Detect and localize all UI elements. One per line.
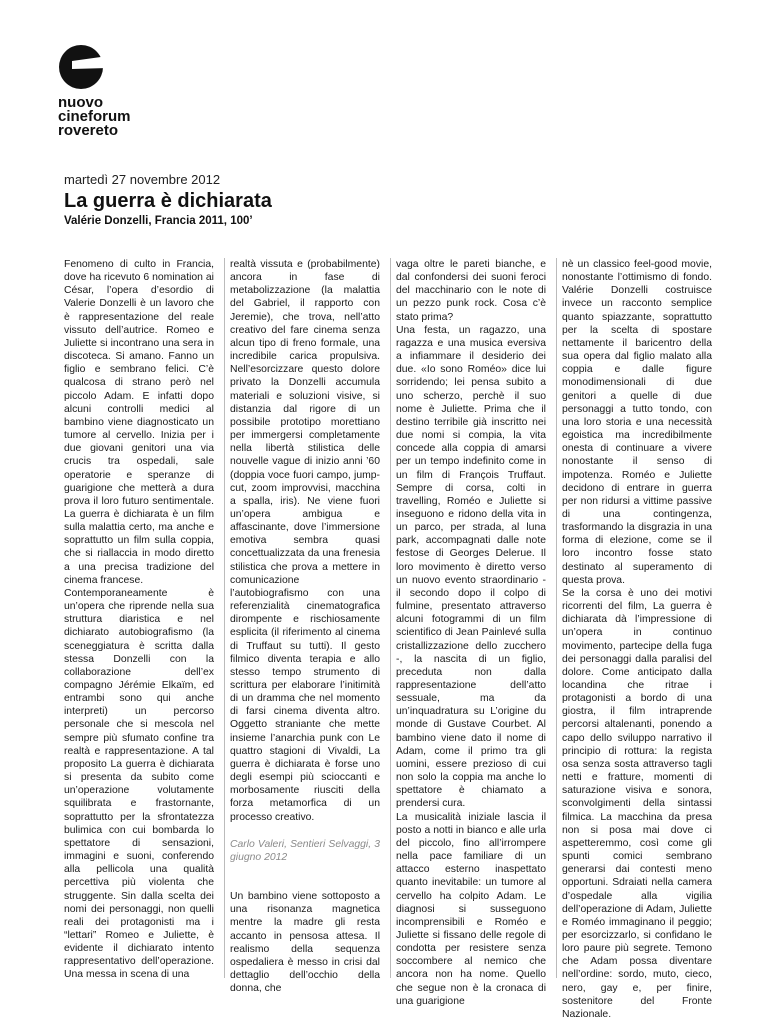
paragraph: Una festa, un ragazzo, una ragazza e una musica eversiva a infiammare il desiderio dei due. «Io sono Roméo» dice lui sorridendo; lei pensa subito a uno scherzo, perchè il suo nome è Juliette. Prima che il destino terribile già inscritto nei due nomi si compia, la vita concede alla coppia di amarsi per un tempo indefinito come in un film di François Truffaut. Sempre di corsa, colti in travelling, Roméo e Juliette si inseguono e ridono della vita in un parco, per strada, al luna park, accompagnati dalle note festose di Georges Delerue. Il loro movimento è diretto verso un nuovo evento straordinario - il secondo dopo il colpo di fulmine, presentato attraverso alcuni fotogrammi di un film scientifico di Jean Painlevé sulla cristallizzazione dello zucchero -, la nascita di un figlio, preceduta non dalla rappresentazione dell’atto sessuale, ma da un’inquadratura su L’origine du monde di Gustave Courbet. Al bambino viene dato il nome di Adam, come il primo tra gli uomini, essere prezioso di cui non solo la coppia ma anche lo spettatore è chiamato a prendersi cura. [396,324,546,810]
paragraph: Fenomeno di culto in Francia, dove ha ricevuto 6 nomination ai César, l’opera d’esordio di Valerie Donzelli è un lavoro che è rappresentazione del reale vissuto dell’autrice. Romeo e Juliette si incontrano una sera in discoteca. Si amano. Fanno un figlio e sembrano felici. C’è qualcosa di strano però nel piccolo Adam. E infatti dopo alcuni controlli medici al bambino viene diagnosticato un tumore al cervello. Inizia per i due giovani genitori una via crucis tra ospedali, sale operatorie e speranze di guarigione che metterà a dura prova il loro futuro sentimentale. La guerra è dichiarata è un film sulla malattia certo, ma anche e soprattutto un film sulla coppia, che si riallaccia in modo diretto a una precisa tradizione del cinema francese. [64,259,214,586]
column-1 [64,258,214,981]
brand-line-1: nuovo [58,94,103,111]
brand-line-3: rovereto [58,122,119,139]
review-signature: Carlo Valeri, Sentieri Selvaggi, 3 giugno 2012 [230,838,380,863]
article-columns [64,258,712,1020]
article-header [64,172,714,227]
brand-line-2: cineforum [58,108,131,125]
paragraph: La musicalità iniziale lascia il posto a notti in bianco e alle urla del piccolo, fino all’irrompere nella pace familiare di un attacco esterno inaspettato quanto inevitabile: un tumore al cervello ha colpito Adam. Le diagnosi si susseguono incomprensibili e Roméo e Juliette si fissano delle regole di condotta per resistere senza soccombere al nemico che ancora non ha nome. Quello che segue non è la cronaca di una guarigione [396,811,546,1007]
paragraph: nè un classico feel-good movie, nonostante l’ottimismo di fondo. Valérie Donzelli costruisce invece un racconto semplice quanto spiazzante, soprattutto per la scelta di spostare nettamente il baricentro della sua opera dal figlio malato alla coppia e dalle figure monodimensionali di due genitori a quelle di due personaggi a tutto tondo, con una loro storia e una necessità egoistica ma incredibilmente onesta di continuare a vivere nonostante il senso di impotenza. Roméo e Juliette decidono di entrare in guerra per non ridursi a vittime passive di una contingenza, trasformando la disgrazia in una forma di elezione, come se il loro incontro fosse stato destinato al superamento di questa prova. [562,259,712,586]
paragraph: Contemporaneamente è un’opera che riprende nella sua struttura diaristica e nel dichiarato autobiografismo (la sceneggiatura è scritta dalla stessa Donzelli con la collaborazione dell’ex compagno Jérémie Elkaïm, ed entrambi sono qui anche interpreti) un percorso personale che si mescola nel sempre più sfumato confine tra realtà e rappresentazione. A tal proposito La guerra è dichiarata si presenta da subito come un’operazione volutamente squilibrata e frastornante, soprattutto per la sfrontatezza bulimica con cui bombarda lo spettatore di sensazioni, immagini e suoni, conferendo alla pellicola una qualità percettiva più violenta che struggente. Sin dalla scelta dei nomi dei personaggi, non quelli reali dei protagonisti ma i “lettari” Romeo e Juliette, è evidente il dichiarato intento rappresentativo dell’operazione. Una messa in scena di una [64,587,214,981]
logo [58,44,168,138]
cineforum-logo-icon [58,44,108,90]
film-title: La guerra è dichiarata [64,190,272,212]
paragraph: Se la corsa è uno dei motivi ricorrenti del film, La guerra è dichiarata dà l’impressione di un’opera in continuo movimento, partecipe della fuga dei personaggi dalla paralisi del dolore. Come anticipato dalla locandina che ritrae i protagonisti a bordo di una giostra, il film intraprende percorsi altalenanti, ponendo a capo dello sviluppo narrativo il principio di rottura: la regista osa senza sosta attraverso tagli netti e fratture, momenti di saturazione visiva e sonora, sconvolgimenti della sintassi filmica. La macchina da presa non si posa mai dove ci aspetteremmo, così come gli spunti comici sembrano generarsi dai contesti meno opportuni. Sdraiati nella camera d’ospedale alla vigilia dell’operazione di Adam, Juliette e Roméo immaginano il peggio; per esorcizzarlo, si confidano le loro paure più segrete. Temono che Adam possa diventare nell’ordine: sordo, muto, cieco, nero, gay e, per finire, sostenitore del Fronte Nazionale. [562,587,712,1020]
film-credits: Valérie Donzelli, Francia 2011, 100’ [64,215,253,227]
spacer [230,864,380,890]
paragraph: Un bambino viene sottoposto a una risonanza magnetica mentre la madre gli resta accanto in pensosa attesa. Il realismo della sequenza ospedaliera è messo in crisi dal dettaglio dell’occhio della donna, che [230,891,380,995]
column-2 [230,258,380,995]
column-4 [562,258,712,1020]
paragraph: realtà vissuta e (probabilmente) ancora in fase di metabolizzazione (la malattia del Gabriel, il rapporto con Jeremie), che trova, nell’atto creativo del fare cinema senza alcun tipo di freno formale, una incredibile carica propulsiva. Nell’esorcizzare questo dolore privato la Donzelli accumula materiali e soluzioni visive, si distanzia dal rigore di un possibile prototipo morettiano per immergersi completamente nella libertà stilistica delle nouvelle vague di inizio anni ’60 (doppia voce fuori campo, jump-cut, zoom improvvisi, macchina a spalla, iris). Ne viene fuori un’opera ambigua e affascinante, dove l’immersione emotiva sembra quasi concettualizzata da una frenesia stilistica che prova a mettere in comunicazione l’autobiografismo con una referenzialità cinematografica dirompente e rischiosamente esplicita (il riferimento al cinema di Truffaut su tutti). Il gesto filmico diventa terapia e allo stesso tempo strumento di scrittura per elaborare l’initimità di un dramma che nel momento di farsi cinema diventa altro. Oggetto straniante che mette insieme l’anarchia punk con Le quattro stagioni di Vivaldi, La guerra è dichiarata è forse uno degli esempi più scioccanti e morbosamente riusciti della forza metamorfica di un processo creativo. [230,259,380,823]
brand-name [58,96,168,138]
column-3 [396,258,546,1007]
paragraph: vaga oltre le pareti bianche, e dal confondersi dei suoni feroci del macchinario con le note di un pezzo punk rock. Cosa c’è stato prima? [396,259,546,323]
screening-date: martedì 27 novembre 2012 [64,172,221,187]
